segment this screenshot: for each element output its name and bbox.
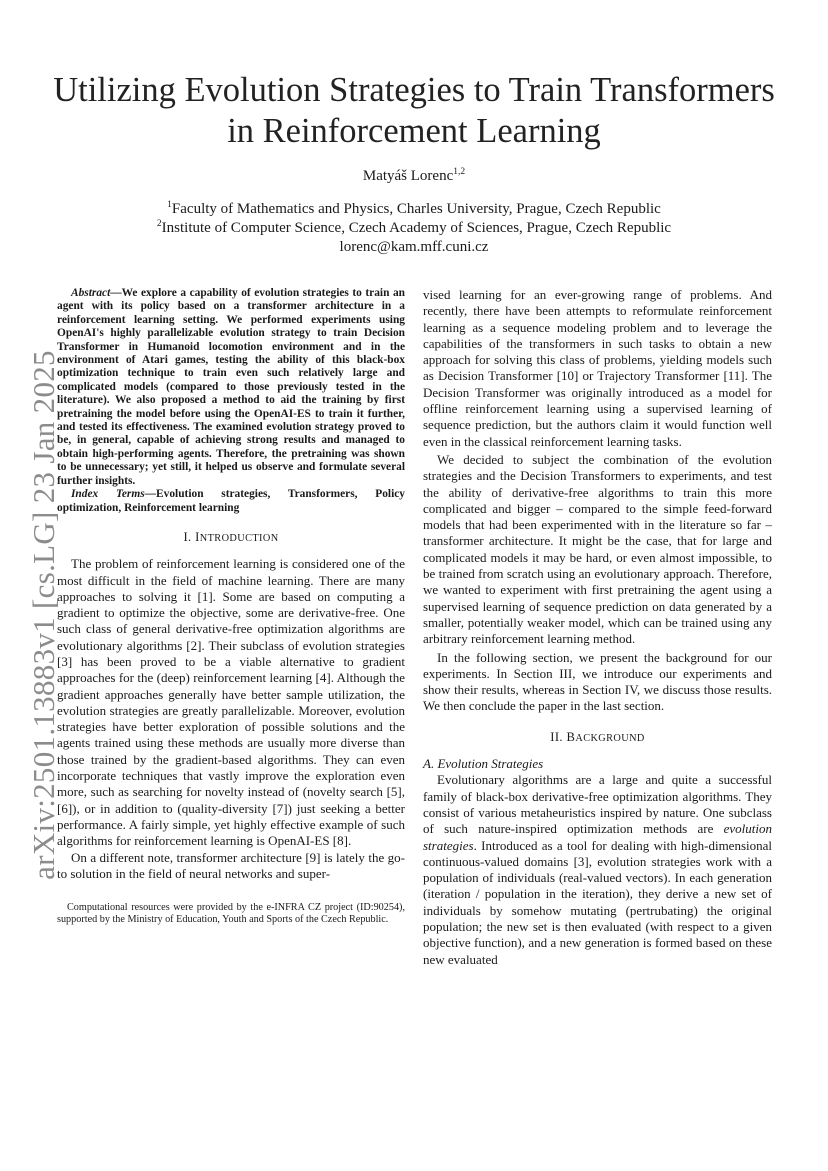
author-name: Matyáš Lorenc: [362, 168, 454, 184]
intro-paragraph-1: The problem of reinforcement learning is considered one of the most difficult in the field of machine learning. There are many approaches to solving it [1]. Some are based on computing a gradient to optimize the objective, some are derivative-free. One such class of general derivative-free optimization algorithms are evolutionary algorithms [2]. Their subclass of evolution strategies [3] has been proved to be a viable alternative to gradient approaches for the (deep) reinforcement learning [4]. Although the gradient approaches generally have better sample utilization, the evolution strategies are greatly parallelizable. Moreover, evolution strategies have better exploration of possible solutions and the agents trained using these methods are usually more diverse than those trained by the gradient-based algorithms. They can even incorporate techniques that vastly improve the exploration even more, such as searching for novelty instead of (novelty search [5], [6]), or in addition to (quality-diversity [7]) just seeking a better performance. A fairly simple, yet highly effective example of such algorithms for reinforcement learning is OpenAI-ES [8].: [57, 556, 405, 849]
author-affil-marks: 1,2: [453, 167, 466, 177]
emphasis-evolution-strategies: evolution strategies: [423, 821, 772, 853]
index-terms-label: Index Terms: [71, 488, 145, 501]
affil-1-text: Faculty of Mathematics and Physics, Charles University, Prague, Czech Republic: [171, 201, 661, 217]
section-heading-introduction: I. INTRODUCTION: [183, 529, 279, 544]
affiliation-1: [0, 200, 828, 219]
affil-2-text: Institute of Computer Science, Czech Academy of Sciences, Prague, Czech Republic: [161, 220, 672, 236]
affil-1-mark: 1: [167, 200, 172, 210]
arxiv-identifier: arXiv:2501.13883v1 [cs.LG] 23 Jan 2025: [26, 350, 61, 880]
intro-paragraph-2: On a different note, transformer architecture [9] is lately the go-to solution in the field of neural networks and super-: [57, 849, 405, 881]
right-paragraph-2: We decided to subject the combination of the evolution strategies and the Decision Transformers to experiments, and test the ability of derivative-free algorithms to train this more complicated and bigger – compared to the simple feed-forward models that had been experimented with in the literature so far – transformer architecture. It might be the case, that for large and complicated models it may be hard, or even almost impossible, to be trained from scratch using an evolutionary approach. Therefore, we wanted to experiment with first pretraining the agent using a supervised learning of sequence prediction on data generated by a smaller, potentially weaker model, which can be trained using any arbitrary reinforcement learning method.: [423, 451, 772, 647]
author-email: lorenc@kam.mff.cuni.cz: [339, 239, 489, 255]
left-column: [57, 287, 405, 927]
right-paragraph-1: vised learning for an ever-growing range of problems. And recently, there have been attempts to reformulate reinforcement learning as a sequence modeling problem and to leverage the capabilities of the transformers in such tasks to obtain a new approach for solving this class of problems, yielding models such as Decision Transformer [10] or Trajectory Transformer [11]. The Decision Transformer was originally introduced as a model for offline reinforcement learning using a supervised learning of sequence prediction, but the authors claim it would function well even in the classical reinforcement learning tasks.: [423, 287, 772, 449]
author-line: [0, 168, 828, 185]
right-column: [423, 287, 772, 968]
background-paragraph-1: Evolutionary algorithms are a large and quite a successful family of black-box derivative-free optimization algorithms. They consist of various metaheuristics inspired by nature. One subclass of such nature-inspired optimization methods are evolution strategies. Introduced as a tool for dealing with high-dimensional continuous-valued domains [3], evolution strategies work with a population of individuals (real-valued vectors). In each generation (iteration / population in the iteration), they derive a new set of individuals by somehow mutating (pertrubating) the original population; the new set is then evaluated (with respect to a given objective function), and a new generation is formed based on these new evaluated: [423, 772, 772, 967]
index-terms-text: —Evolution strategies, Transformers, Policy optimization, Reinforcement learning: [57, 488, 405, 514]
section-heading-background: II. BACKGROUND: [550, 729, 645, 744]
paper-title: Utilizing Evolution Strategies to Train Transformers in Reinforcement Learning: [53, 71, 775, 150]
footnote-text: Computational resources were provided by the e-INFRA CZ project (ID:90254), supported by the Ministry of Education, Youth and Sports of the Czech Republic.: [57, 902, 405, 926]
subsection-heading-evolution-strategies: A. Evolution Strategies: [423, 756, 544, 772]
affiliation-2: [0, 219, 828, 238]
abstract: [57, 287, 405, 515]
abstract-label: Abstract: [71, 287, 111, 299]
abstract-text: —We explore a capability of evolution strategies to train an agent with its policy based on a transformer architecture in a reinforcement learning setting. We performed experiments using OpenAI's highly parallelizable evolution strategy to train Decision Transformer in Humanoid locomotion environment and in the environment of Atari games, testing the ability of this black-box optimization technique to train even such relatively large and complicated models (compared to those previously tested in the literature). We also proposed a method to aid the training by first pretraining the model before using the OpenAI-ES to train it further, and tested its effectiveness. The examined evolution strategy proved to be, in general, capable of achieving strong results and managed to obtain high-performing agents. Therefore, the pretraining was shown to be unnecessary; yet still, it helped us observe and formulate several further insights.: [57, 287, 405, 487]
funding-footnote: [57, 902, 405, 927]
right-paragraph-3: In the following section, we present the background for our experiments. In Section III, we introduce our experiments and show their results, whereas in Section IV, we discuss those results. We then conclude the paper in the last section.: [423, 649, 772, 714]
affil-2-mark: 2: [156, 219, 162, 229]
